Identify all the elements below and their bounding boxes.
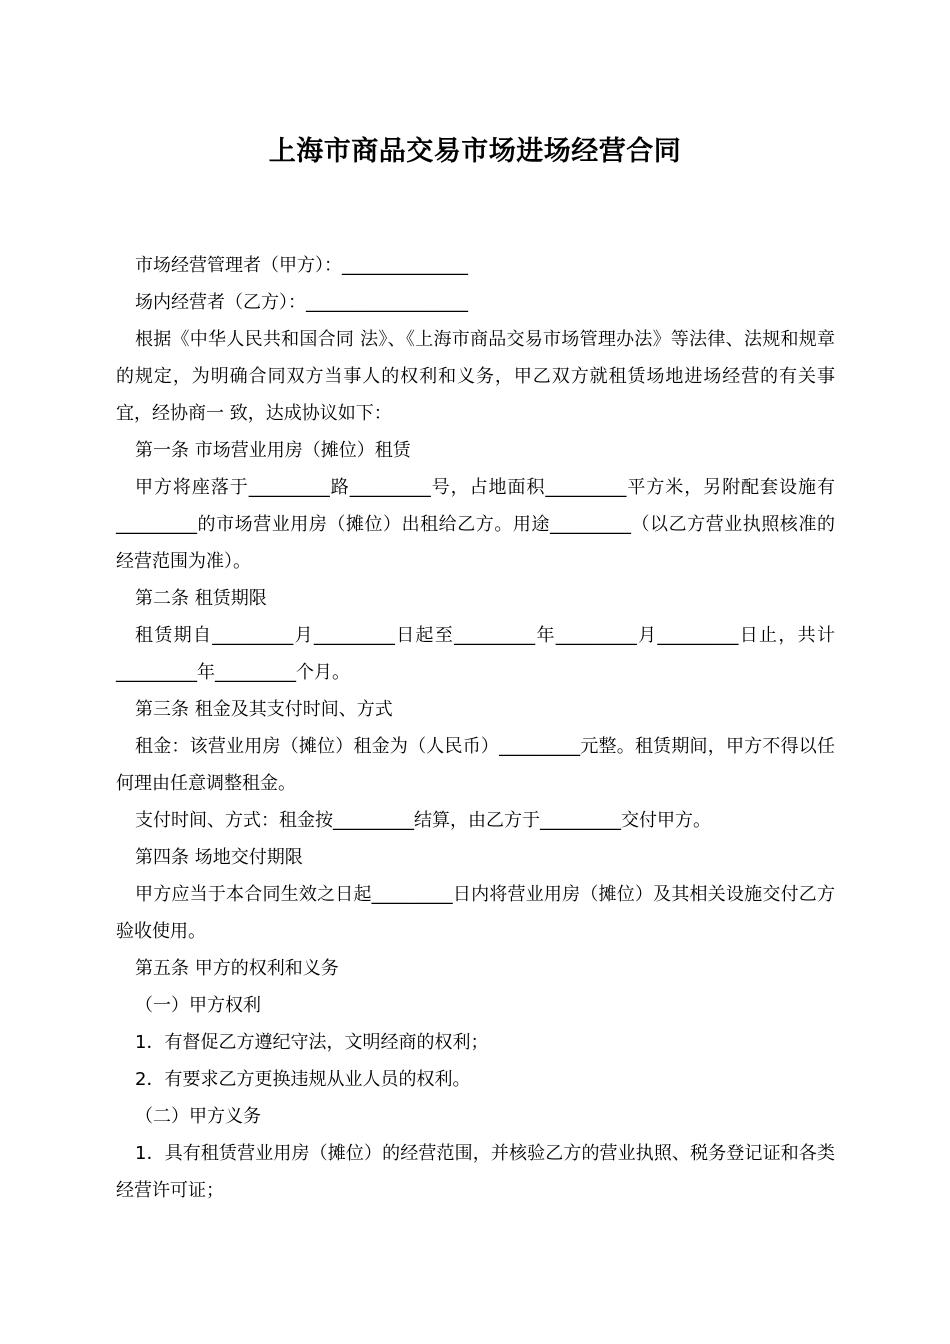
party-a-rights-heading: （一）甲方权利 xyxy=(135,995,261,1016)
article-1-paragraph: 甲方将座落于_________路_________号，占地面积_________平方米，另附配套设施有_________的市场营业用房（摊位）出租给乙方。用途_________（以乙方营业执照核准的经营范围为准）。 xyxy=(116,477,835,572)
article-4-heading: 第四条 场地交付期限 xyxy=(135,847,303,868)
contract-body xyxy=(116,247,835,1209)
article-4-paragraph: 甲方应当于本合同生效之日起_________日内将营业用房（摊位）及其相关设施交付乙方验收使用。 xyxy=(116,884,835,942)
party-a-duties-heading: （二）甲方义务 xyxy=(135,1106,261,1127)
party-b-line: 场内经营者（乙方）：__________________ xyxy=(135,292,468,313)
article-2-heading: 第二条 租赁期限 xyxy=(135,588,267,609)
article-5-heading: 第五条 甲方的权利和义务 xyxy=(135,958,339,979)
article-1-heading: 第一条 市场营业用房（摊位）租赁 xyxy=(135,440,411,461)
rights-item-2: 2．有要求乙方更换违规从业人员的权利。 xyxy=(135,1069,471,1090)
rent-paragraph: 租金：该营业用房（摊位）租金为（人民币）_________元整。租赁期间，甲方不得以任何理由任意调整租金。 xyxy=(116,736,835,794)
article-2-paragraph: 租赁期自_________月_________日起至_________年_________月_________日止，共计_________年_________个月。 xyxy=(116,625,835,683)
rights-item-1: 1．有督促乙方遵纪守法，文明经商的权利； xyxy=(135,1032,489,1053)
article-3-heading: 第三条 租金及其支付时间、方式 xyxy=(135,699,393,720)
contract-title: 上海市商品交易市场进场经营合同 xyxy=(268,136,682,167)
party-a-line: 市场经营管理者（甲方）：______________ xyxy=(135,255,468,276)
duties-item-1: 1．具有租赁营业用房（摊位）的经营范围，并核验乙方的营业执照、税务登记证和各类经营许可证； xyxy=(116,1143,835,1201)
preamble-paragraph: 根据《中华人民共和国合同 法》、《上海市商品交易市场管理办法》等法律、法规和规章的规定，为明确合同双方当事人的权利和义务，甲乙双方就租赁场地进场经营的有关事宜，经协商一 致，达成协议如下： xyxy=(116,329,835,424)
payment-paragraph: 支付时间、方式：租金按_________结算，由乙方于_________交付甲方。 xyxy=(135,810,711,831)
